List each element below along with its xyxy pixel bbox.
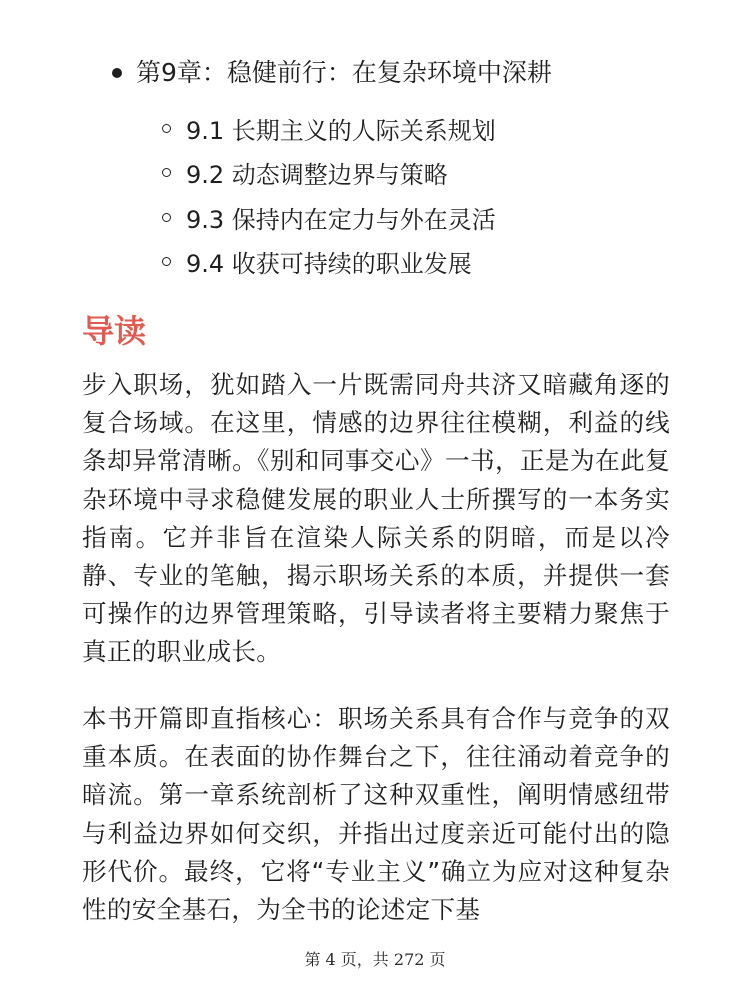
toc-chapter-item [112,52,552,94]
page-footer: 第 4 页，共 272 页 [304,950,446,969]
toc-section-title: 9.1 长期主义的人际关系规划 [186,116,496,145]
toc-section-title: 9.3 保持内在定力与外在灵活 [186,205,496,234]
toc-section-item [162,240,496,285]
bullet-circle-icon [162,213,171,222]
toc-section-title: 9.4 收获可持续的职业发展 [186,250,472,279]
toc-section-list [162,106,496,284]
toc-section-item [162,151,496,196]
bullet-circle-icon [162,124,171,133]
intro-paragraph: 本书开篇即直指核心：职场关系具有合作与竞争的双重本质。在表面的协作舞台之下，往往涌动着竞争的暗流。第一章系统剖析了这种双重性，阐明情感纽带与利益边界如何交织，并指出过度亲近可能付出的隐形代价。最终，它将“专业主义”确立为应对这种复杂性的安全基石，为全书的论述定下基 [82,704,670,925]
bullet-disc-icon [112,68,122,78]
intro-paragraph: 步入职场，犹如踏入一片既需同舟共济又暗藏角逐的复合场域。在这里，情感的边界往往模糊，利益的线条却异常清晰。《别和同事交心》一书，正是为在此复杂环境中寻求稳健发展的职业人士所撰写的一本务实指南。它并非旨在渲染人际关系的阴暗，而是以冷静、专业的笔触，揭示职场关系的本质，并提供一套可操作的边界管理策略，引导读者将主要精力聚焦于真正的职业成长。 [82,370,670,667]
bullet-circle-icon [162,257,171,266]
toc-chapter-title: 第9章：稳健前行：在复杂环境中深耕 [136,58,552,87]
toc-section-title: 9.2 动态调整边界与策略 [186,161,448,190]
bullet-circle-icon [162,168,171,177]
toc-section-item [162,106,496,151]
toc-section-item [162,195,496,240]
intro-heading: 导读 [82,312,147,350]
